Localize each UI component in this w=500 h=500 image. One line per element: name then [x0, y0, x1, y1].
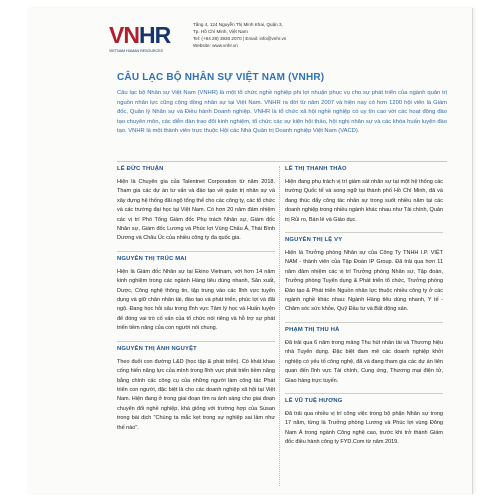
member-bio: Đã trải qua 6 năm trong mảng Thu hút nhân tài và Thương hiệu nhà Tuyển dụng. Đặc biệt đam mê các doanh nghiệp khởi nghiệp có yếu tố công nghệ, đã và đang tham gia các dự án liên quan đến lĩnh vực Tài chính, Cung ứng, Thương mại điện tử, Giao hàng trực tuyến. — [285, 339, 443, 384]
member-profile — [117, 251, 275, 334]
logo-mark: VNHR — [109, 22, 171, 48]
address-line: Tp. Hồ Chí Minh, Việt Nam — [193, 29, 248, 34]
column-divider — [279, 166, 280, 486]
right-column — [285, 166, 443, 455]
logo-tagline: VIETNAM HUMAN RESOURCES — [109, 49, 163, 53]
member-profile — [285, 166, 443, 225]
member-name: NGUYỄN THỊ LỆ VY — [285, 237, 343, 244]
member-profile — [285, 393, 443, 448]
member-profile — [285, 322, 443, 386]
address-block — [193, 21, 313, 49]
member-name: LÊ THỊ THANH THẢO — [285, 166, 347, 172]
address-line: Tầng 4, 124 Nguyễn Thị Minh Khai, Quận 3, — [193, 22, 283, 27]
member-profile — [117, 166, 275, 244]
member-bio: Hiện là Giám đốc Nhân sự tại Ekino Vietnam, với hơn 14 năm kinh nghiệm trong các ngành Hàng tiêu dùng nhanh, Sản xuất, Dược, Công nghệ thông tin, tập trung vào các lĩnh vực tuyển dụng và giữ chân nhân tài, đào tạo và phát triển, phúc lợi và đãi ngộ. Đang học hỏi sâu trong lĩnh vực Tâm lý học và Huấn luyện để đóng vai trò cố vấn của tổ chức nói riêng và hỗ trợ sự phát triển tiềm năng của con người nói chung. — [117, 268, 275, 332]
member-bio: Hiện đang phụ trách vị trí giám sát nhân sự tại một hệ thống các trường Quốc tế và song ngữ tại thành phố Hồ Chí Minh, đã và đang thúc đẩy công tác nhân sự trong suốt nhiều năm tại các doanh nghiệp trong nhiều ngành khác nhau như Tài chính, Quản trị Rủi ro, Bán lẻ và Giáo dục. — [285, 179, 444, 223]
vnhr-logo — [109, 22, 185, 58]
member-bio: Hiện là Trưởng phòng Nhân sự của Công Ty TNHH I.P. VIỆT NAM - thành viên của Tập Đoàn IP Group. Đã trải qua hơn 11 năm đảm nhiệm các vị trí Trưởng phòng Nhân sự, Tập đoàn, Trưởng phòng Tuyển dụng & Phát triển tổ chức, Trưởng phòng Đào tạo & Phát triển Nguồn nhân lực thuộc nhiều công ty ở các ngành nghề khác nhau: Ngành Hàng tiêu dùng nhanh, Y tế - Chăm sóc sức khỏe, Quỹ Đầu tư và Bất động sản. — [285, 250, 443, 313]
member-name: LÊ ĐỨC THUẬN — [117, 166, 164, 172]
member-name: LÊ VŨ TUỆ HƯƠNG — [285, 397, 343, 404]
left-column — [117, 166, 275, 440]
member-name: NGUYỄN THỊ ÁNH NGUYỆT — [117, 345, 197, 352]
section-divider — [117, 161, 447, 162]
member-bio: Đã trải qua nhiều vị trí công việc trong bộ phận Nhân sự trong 17 năm, từng là Trưởng phòng Lương và Phúc lợi vùng Đông Nam Á trong ngành Công nghệ cao, trước khi trở thành Giám đốc điều hành công ty FYD.Com từ năm 2019. — [285, 410, 443, 446]
club-intro: Câu lạc bộ Nhân sự Việt Nam (VNHR) là một tổ chức nghề nghiệp phi lợi nhuận phục vụ cho sự phát triển của ngành quản trị nguồn nhân lực cũng cộng đồng nhân sự tại Việt Nam. VNHR ra đời từ năm 2007 và hiện nay có hơn 1200 hội viên là Giám đốc, Quản lý Nhân sự và Điều hành Doanh nghiệp. VNHR là tổ chức xã hội nghề nghiệp có uy tín cao với các hoạt động đào tạo chuyên môn, các diễn đàn trao đổi kinh nghiệm, tổ chức các sự kiện hội thảo, hội nghị nhân sự và các khóa huấn luyện đào tạo. VNHR là một thành viên trực thuộc Hội các Nhà Quản trị Doanh nghiệp Việt Nam (VACD). — [117, 90, 447, 135]
member-name: NGUYỄN THỊ TRÚC MAI — [117, 255, 187, 262]
member-profile — [117, 341, 275, 433]
member-bio: Theo đuổi con đường L&D (học tập & phát triển). Có khát khao cống hiến năng lực của mình trong lĩnh vực phát triển tiềm năng bằng chính các công cụ của những người làm công tác Phát triển con người, đặc biệt là cho các doanh nghiệp xã hội tại Việt Nam. Hiện đang ở trong giai đoạn tìm ra ánh sáng cho giai đoạn chuyển đổi nghề nghiệp, khá giống với trường hợp của Susan trong bài dịch "Chúng ta mắc kẹt trong sự nghiệp sai lầm như thế nào". — [117, 358, 275, 431]
address-line: Tel: (+84 28) 3930 2070 | Email: info@vnhr.vn — [193, 36, 287, 41]
document-page — [27, 8, 473, 494]
club-title: CÂU LẠC BỘ NHÂN SỰ VIỆT NAM (VNHR) — [117, 72, 325, 83]
member-name: PHẠM THỊ THU HÀ — [285, 326, 340, 333]
member-bio: Hiện là Chuyên gia của Talentnet Corporation từ năm 2018. Tham gia các dự án tư vấn và đào tạo về quản trị nhân sự và xây dựng hệ thống đãi ngộ tổng thể cho các công ty, các tổ chức và các trường đại học tại Việt Nam. Có hơn 20 năm đảm nhiệm các vị trí Phó Tổng Giám đốc Phụ trách Nhân sự, Giám đốc Nhân sự, Giám đốc Lương và Phúc lợi Vùng Châu Á, Thái Bình Dương và Châu Úc của nhiều công ty đa quốc gia. — [117, 179, 275, 242]
address-line: Website: www.vnhr.vn — [193, 43, 238, 48]
member-profile — [285, 232, 443, 315]
